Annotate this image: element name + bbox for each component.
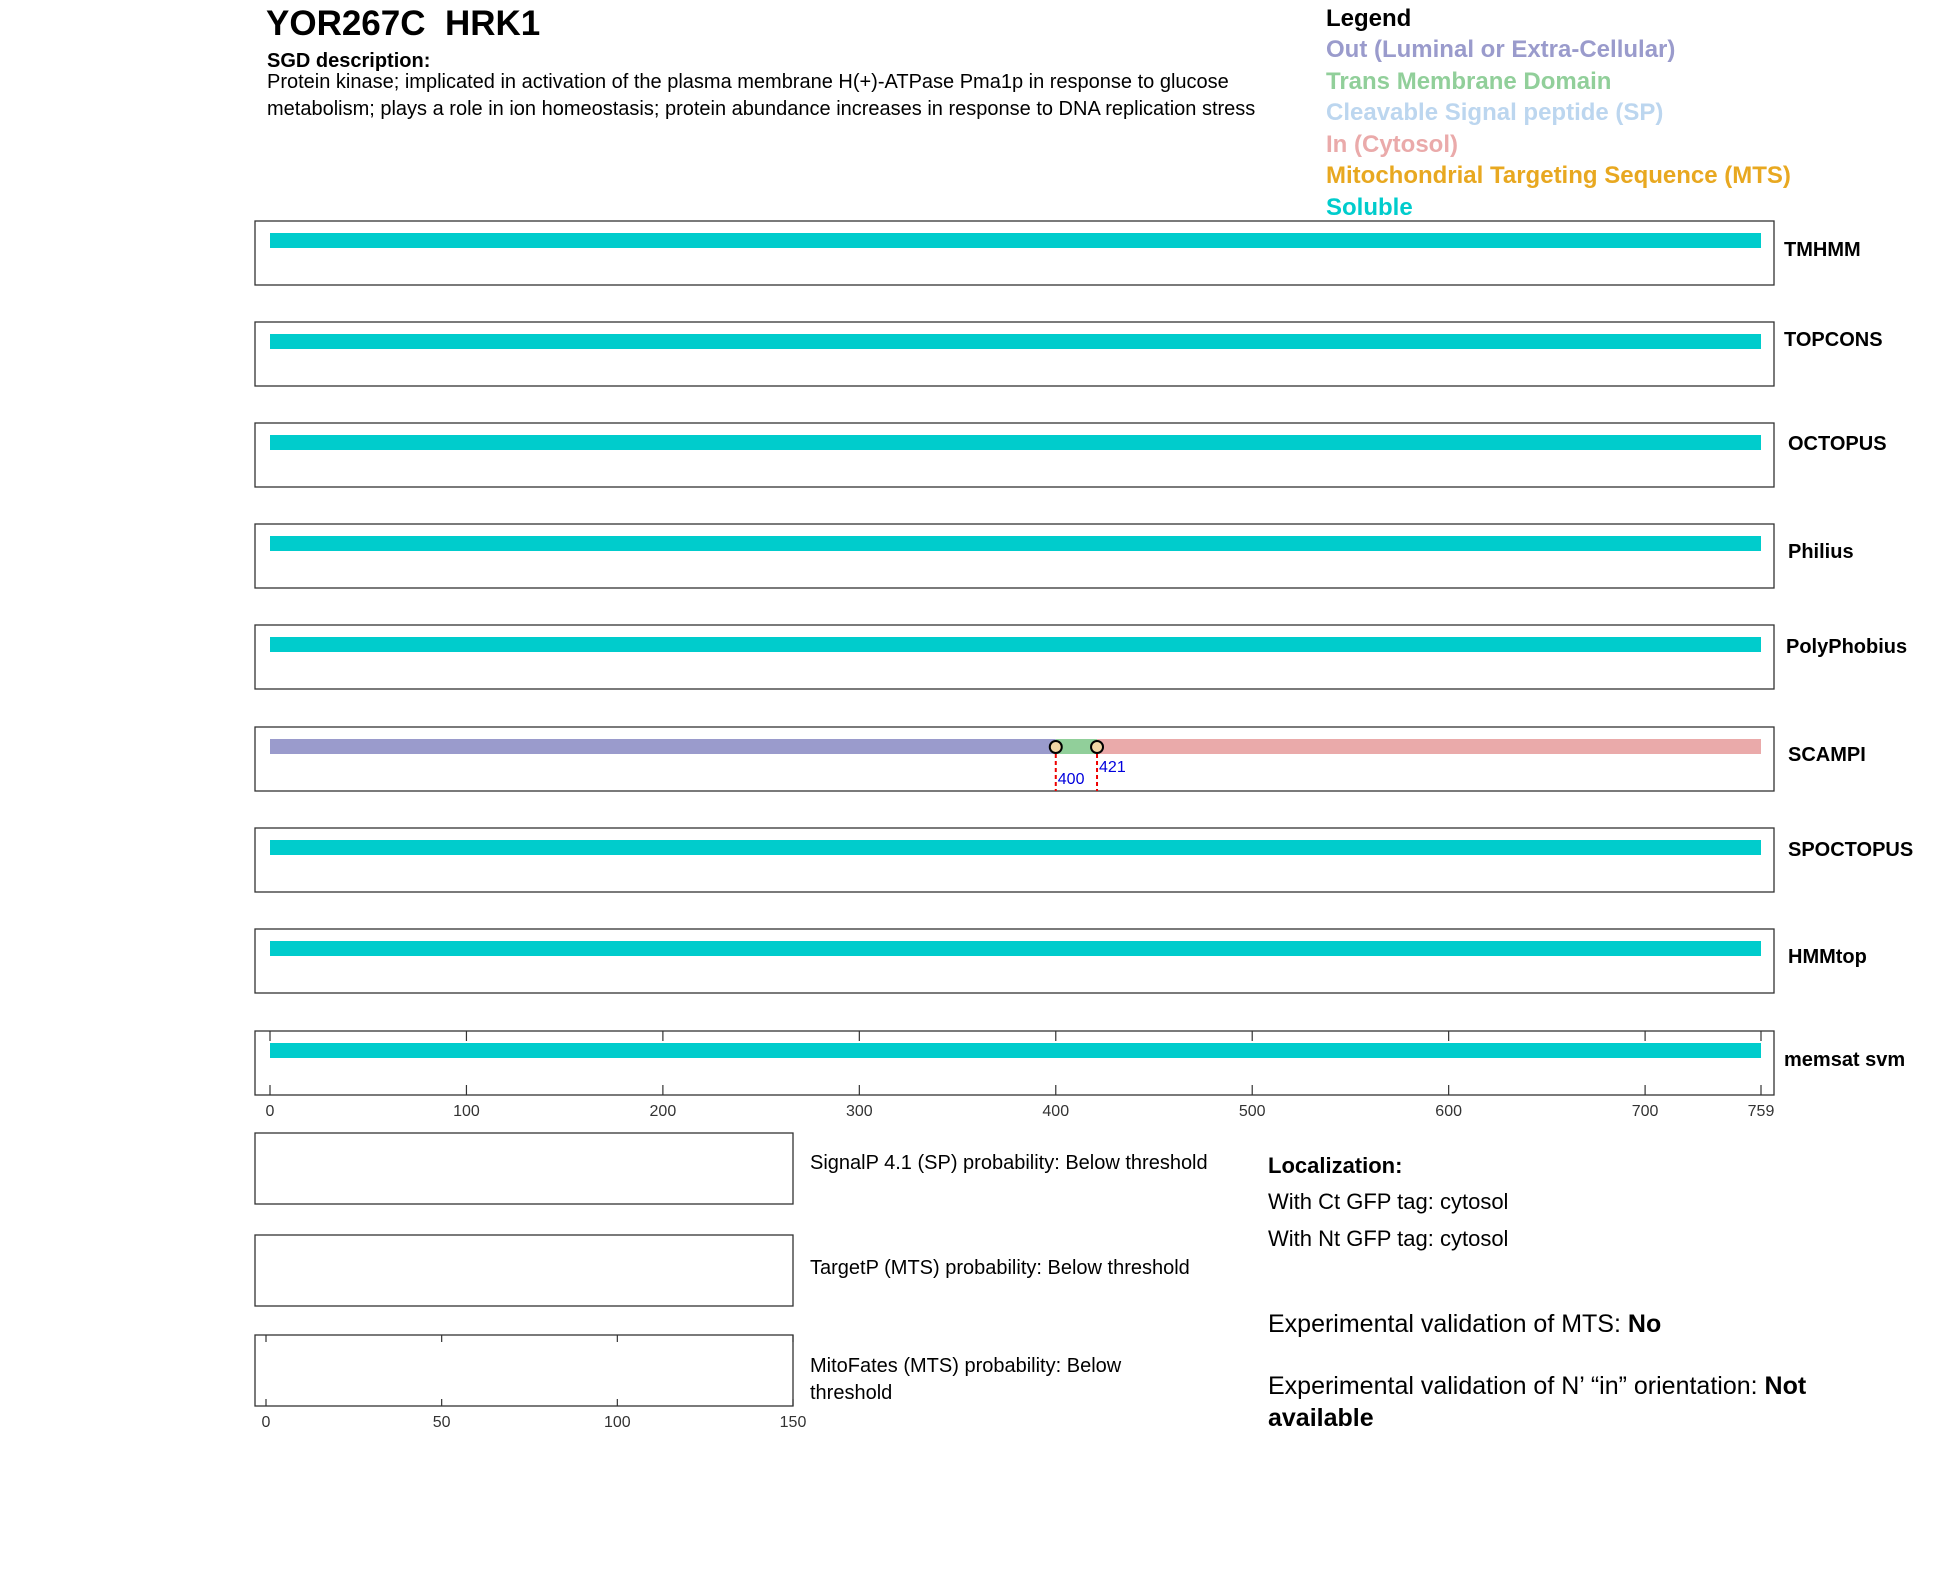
- track-box-scampi: [255, 727, 1774, 791]
- prob-x-tick-label-0: 0: [261, 1414, 271, 1431]
- track-segment-memsat-svm-0: [270, 1043, 1761, 1058]
- track-box-philius: [255, 524, 1774, 588]
- track-segment-topcons-0: [270, 334, 1761, 349]
- x-tick-label-400: 400: [1042, 1103, 1070, 1120]
- description-text: Protein kinase; implicated in activation of the plasma membrane H(+)-ATPase Pma1p in response to glucose metabolism; plays a role in ion homeostasis; protein abundance increases in response to DNA replication stress: [267, 71, 1256, 120]
- x-tick-label-700: 700: [1631, 1103, 1659, 1120]
- signalp-label: SignalP 4.1 (SP) probability: Below threshold: [810, 1152, 1208, 1174]
- track-segment-polyphobius-0: [270, 637, 1761, 652]
- localization-ct: With Ct GFP tag: cytosol: [1268, 1189, 1509, 1214]
- legend-item-out: Out (Luminal or Extra-Cellular): [1326, 36, 1676, 63]
- nin-validation: [1268, 1370, 1868, 1434]
- x-tick-label-759: 759: [1747, 1103, 1775, 1120]
- track-box-tmhmm: [255, 221, 1774, 285]
- mitofates-label: MitoFates (MTS) probability: Below threshold: [810, 1355, 1122, 1404]
- legend-item-sp: Cleavable Signal peptide (SP): [1326, 99, 1664, 127]
- nin-validation-label: Experimental validation of N’ “in” orientation:: [1268, 1372, 1765, 1400]
- boundary-value-400: 400: [1057, 771, 1085, 788]
- boundary-marker-400: [1050, 741, 1062, 753]
- x-tick-label-300: 300: [845, 1103, 873, 1120]
- track-label-spoctopus: SPOCTOPUS: [1788, 839, 1914, 861]
- track-label-philius: Philius: [1788, 541, 1854, 563]
- prob-x-tick-label-100: 100: [603, 1414, 631, 1431]
- gene-name: HRK1: [444, 4, 541, 43]
- mts-validation: [1268, 1310, 1661, 1339]
- track-segment-octopus-0: [270, 435, 1761, 450]
- track-segment-hmmtop-0: [270, 941, 1761, 956]
- legend-item-soluble: Soluble: [1326, 193, 1413, 221]
- legend-title: Legend: [1326, 5, 1412, 32]
- nin-validation-value: Not available: [1268, 1372, 1807, 1432]
- targetp-label: TargetP (MTS) probability: Below threshold: [810, 1257, 1190, 1279]
- track-label-polyphobius: PolyPhobius: [1786, 636, 1908, 658]
- legend-item-mts: Mitochondrial Targeting Sequence (MTS): [1326, 162, 1791, 190]
- track-label-memsat-svm: memsat svm: [1784, 1049, 1906, 1071]
- x-tick-label-600: 600: [1435, 1103, 1463, 1120]
- x-tick-label-200: 200: [649, 1103, 677, 1120]
- track-box-topcons: [255, 322, 1774, 386]
- track-box-hmmtop: [255, 929, 1774, 993]
- track-segment-spoctopus-0: [270, 840, 1761, 855]
- prob-x-tick-label-50: 50: [432, 1414, 451, 1431]
- track-segment-philius-0: [270, 536, 1761, 551]
- localization-title: Localization:: [1268, 1153, 1403, 1178]
- track-box-polyphobius: [255, 625, 1774, 689]
- track-box-spoctopus: [255, 828, 1774, 892]
- probability-panel-1: [255, 1235, 793, 1306]
- track-segment-scampi-0: [270, 739, 1056, 754]
- x-tick-label-100: 100: [453, 1103, 480, 1120]
- x-tick-label-0: 0: [265, 1103, 275, 1120]
- description-label: SGD description:: [267, 50, 431, 72]
- track-label-scampi: SCAMPI: [1788, 744, 1866, 766]
- probability-panel-0: [255, 1133, 793, 1204]
- track-box-octopus: [255, 423, 1774, 487]
- track-label-octopus: OCTOPUS: [1788, 433, 1887, 455]
- mts-validation-value: No: [1627, 1310, 1662, 1338]
- legend-item-tm: Trans Membrane Domain: [1326, 67, 1612, 95]
- mts-validation-label: Experimental validation of MTS:: [1268, 1310, 1628, 1338]
- legend-item-in: In (Cytosol): [1326, 130, 1458, 158]
- probability-panel-2: [255, 1335, 793, 1406]
- gene-id: YOR267C: [266, 4, 426, 43]
- track-label-hmmtop: HMMtop: [1788, 946, 1867, 968]
- track-label-tmhmm: TMHMM: [1784, 239, 1861, 261]
- prob-x-tick-label-150: 150: [779, 1414, 807, 1431]
- localization-nt: With Nt GFP tag: cytosol: [1268, 1226, 1509, 1251]
- track-box-memsat-svm: [255, 1031, 1774, 1095]
- boundary-value-421: 421: [1099, 759, 1126, 776]
- track-segment-scampi-2: [1097, 739, 1761, 754]
- x-tick-label-500: 500: [1238, 1103, 1266, 1120]
- track-segment-tmhmm-0: [270, 233, 1761, 248]
- track-label-topcons: TOPCONS: [1784, 329, 1883, 351]
- boundary-marker-421: [1091, 741, 1103, 753]
